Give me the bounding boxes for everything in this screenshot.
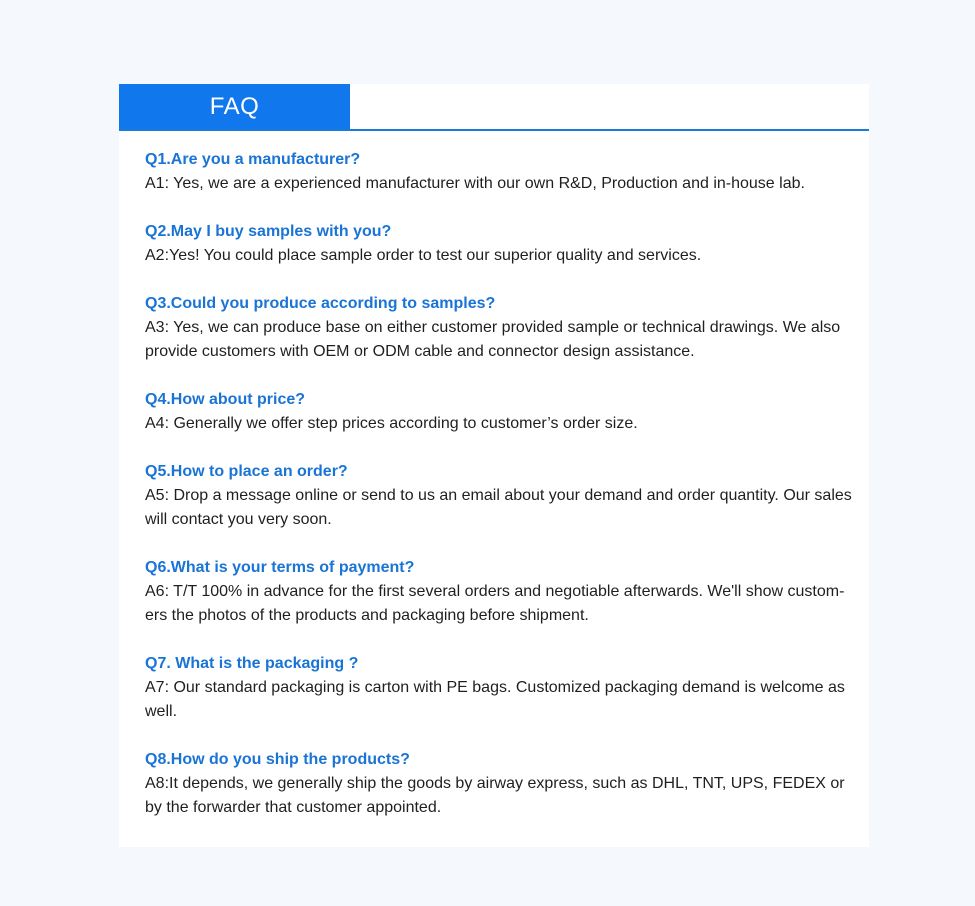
faq-item-8 [145,748,855,820]
faq-question: Q6.What is your terms of payment? [145,559,415,576]
faq-item-1 [145,148,855,196]
faq-title: FAQ [119,84,350,131]
faq-item-3 [145,292,855,364]
faq-card [119,84,869,847]
faq-item-7 [145,652,855,724]
header-divider [119,129,869,131]
faq-answer: A3: Yes, we can produce base on either customer provided sample or technical drawings. We also provide customers with OEM or ODM cable and connector design assistance. [145,319,841,360]
faq-answer: A6: T/T 100% in advance for the first several orders and negotiable afterwards. We'll show custom-ers the photos of the products and packaging before shipment. [145,583,845,624]
faq-answer: A7: Our standard packaging is carton with PE bags. Customized packaging demand is welcome as well. [145,679,845,720]
faq-item-6 [145,556,855,628]
faq-answer: A4: Generally we offer step prices according to customer’s order size. [145,415,638,432]
faq-item-2 [145,220,855,268]
faq-question: Q1.Are you a manufacturer? [145,151,361,168]
faq-answer: A8:It depends, we generally ship the goods by airway express, such as DHL, TNT, UPS, FEDEX or by the forwarder that customer appointed. [145,775,845,816]
faq-item-4 [145,388,855,436]
faq-question: Q2.May I buy samples with you? [145,223,392,240]
faq-list [145,148,855,844]
faq-question: Q8.How do you ship the products? [145,751,410,768]
faq-answer: A1: Yes, we are a experienced manufacturer with our own R&D, Production and in-house lab. [145,175,805,192]
faq-question: Q5.How to place an order? [145,463,348,480]
faq-answer: A2:Yes! You could place sample order to test our superior quality and services. [145,247,702,264]
faq-question: Q3.Could you produce according to samples? [145,295,496,312]
faq-header [119,84,869,131]
faq-item-5 [145,460,855,532]
faq-question: Q4.How about price? [145,391,306,408]
faq-answer: A5: Drop a message online or send to us an email about your demand and order quantity. Our sales will contact you very soon. [145,487,852,528]
faq-question: Q7. What is the packaging ? [145,655,359,672]
